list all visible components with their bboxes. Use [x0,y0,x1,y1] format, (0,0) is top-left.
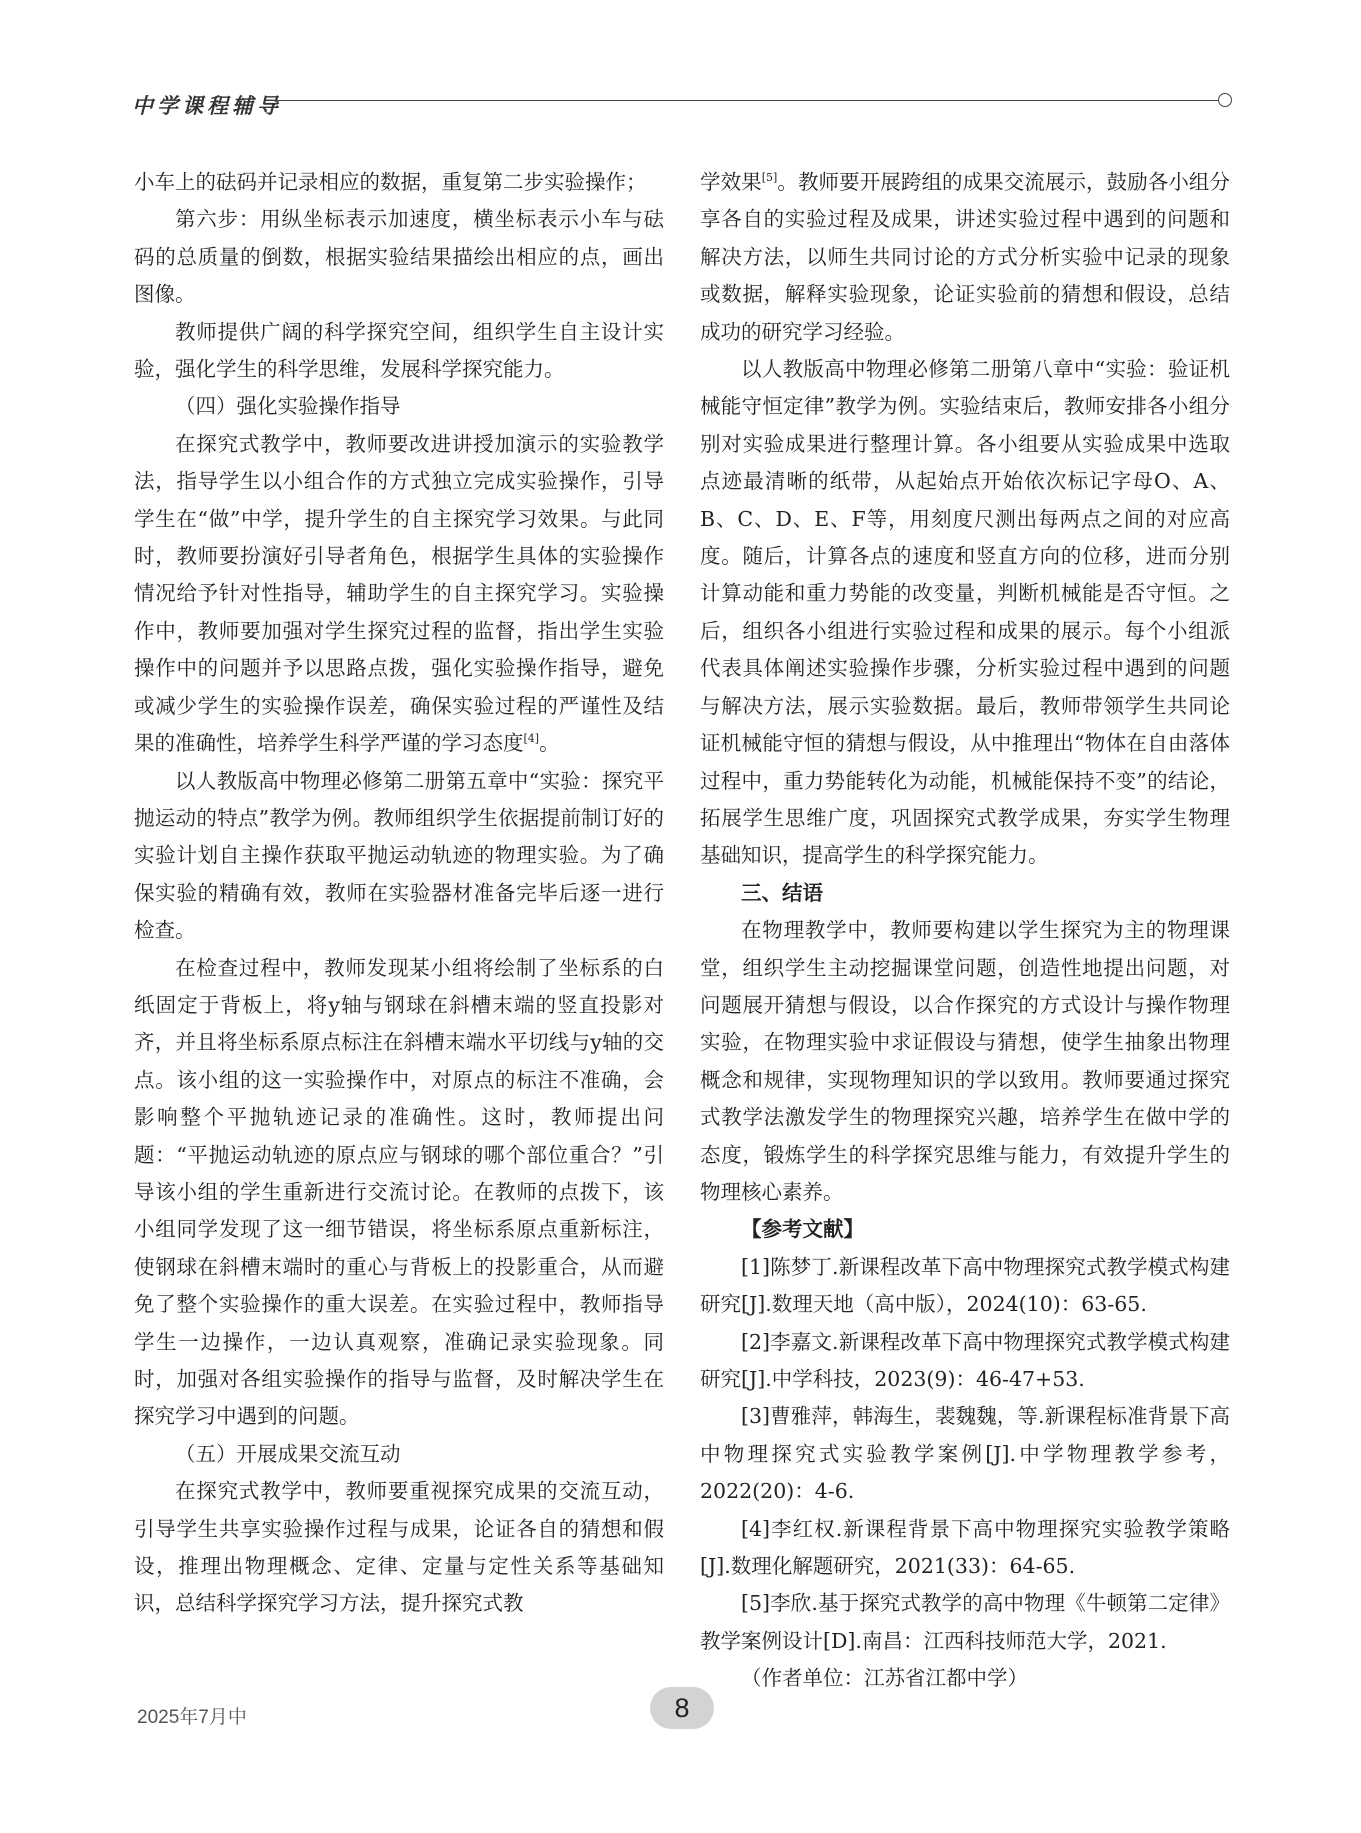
reference-item: [5]李欣.基于探究式教学的高中物理《牛顿第二定律》教学案例设计[D].南昌：江西科技师范大学，2021. [700,1591,1230,1653]
paragraph-end: 。 [539,731,560,756]
references-heading: 【参考文献】 [741,1217,864,1242]
left-column [134,164,664,1623]
paragraph-text: 在探究式教学中，教师要改进讲授加演示的实验教学法，指导学生以小组合作的方式独立完成实验操作，引导学生在“做”中学，提升学生的自主探究学习效果。与此同时，教师要扮演好引导者角色，根据学生具体的实验操作情况给予针对性指导，辅助学生的自主探究学习。实验操作中，教师要加强对学生探究过程的监督，指出学生实验操作中的问题并予以思路点拨，强化实验操作指导，避免或减少学生的实验操作误差，确保实验过程的严谨性及结果的准确性，培养学生科学严谨的学习态度 [134,431,664,756]
right-column [700,164,1230,1698]
citation-mark: [4] [523,732,540,746]
paragraph: 以人教版高中物理必修第二册第八章中“实验：验证机械能守恒定律”教学为例。实验结束后，教师安排各小组分别对实验成果进行整理计算。各小组要从实验成果中选取点迹最清晰的纸带，从起始点开始依次标记字母O、A、B、C、D、E、F等，用刻度尺测出每两点之间的对应高度。随后，计算各点的速度和竖直方向的位移，进而分别计算动能和重力势能的改变量，判断机械能是否守恒。之后，组织各小组进行实验过程和成果的展示。每个小组派代表具体阐述实验操作步骤，分析实验过程中遇到的问题与解决方法，展示实验数据。最后，教师带领学生共同论证机械能守恒的猜想与假设，从中推理出“物体在自由落体过程中，重力势能转化为动能，机械能保持不变”的结论，拓展学生思维广度，巩固探究式教学成果，夯实学生物理基础知识，提高学生的科学探究能力。 [700,357,1230,868]
header-rule [270,100,1218,101]
reference-item: [2]李嘉文.新课程改革下高中物理探究式教学模式构建研究[J].中学科技，2023(9)：46-47+53. [700,1329,1230,1391]
paragraph [700,164,1230,351]
reference-item: [1]陈梦丁.新课程改革下高中物理探究式教学模式构建研究[J].数理天地（高中版），2024(10)：63-65. [700,1254,1230,1317]
paragraph: 在检查过程中，教师发现某小组将绘制了坐标系的白纸固定于背板上，将y轴与钢球在斜槽末端的竖直投影对齐，并且将坐标系原点标注在斜槽末端水平切线与y轴的交点。该小组的这一实验操作中，对原点的标注不准确，会影响整个平抛轨迹记录的准确性。这时，教师提出问题：“平抛运动轨迹的原点应与钢球的哪个部位重合？”引导该小组的学生重新进行交流讨论。在教师的点拨下，该小组同学发现了这一细节错误，将坐标系原点重新标注，使钢球在斜槽末端时的重心与背板上的投影重合，从而避免了整个实验操作的重大误差。在实验过程中，教师指导学生一边操作，一边认真观察，准确记录实验现象。同时，加强对各组实验操作的指导与监督，及时解决学生在探究学习中遇到的问题。 [134,955,664,1429]
paragraph [134,426,664,763]
paragraph-text: 学效果 [700,170,762,194]
reference-item: [3]曹雅萍，韩海生，裴魏魏，等.新课程标准背景下高中物理探究式实验教学案例[J].中学物理教学参考，2022(20)：4-6. [700,1404,1230,1504]
journal-name: 中学课程辅导 [132,93,282,118]
paragraph: 在探究式教学中，教师要重视探究成果的交流互动，引导学生共享实验操作过程与成果，论证各自的猜想和假设，推理出物理概念、定律、定量与定性关系等基础知识，总结科学探究学习方法，提升探究式教 [134,1479,664,1616]
subsection-heading: （四）强化实验操作指导 [175,394,401,419]
paragraph: 小车上的砝码并记录相应的数据，重复第二步实验操作； [134,170,647,194]
paragraph: 教师提供广阔的科学探究空间，组织学生自主设计实验，强化学生的科学思维，发展科学探究能力。 [134,319,664,382]
running-header [132,86,1232,126]
paragraph: 第六步：用纵坐标表示加速度，横坐标表示小车与砝码的总质量的倒数，根据实验结果描绘出相应的点，画出图像。 [134,207,664,307]
paragraph-text: 。教师要开展跨组的成果交流展示，鼓励各小组分享各自的实验过程及成果，讲述实验过程中遇到的问题和解决方法，以师生共同讨论的方式分析实验中记录的现象或数据，解释实验现象，论证实验前的猜想和假设，总结成功的研究学习经验。 [700,170,1231,344]
reference-item: [4]李红权.新课程背景下高中物理探究实验教学策略[J].数理化解题研究，2021(33)：64-65. [700,1516,1230,1579]
citation-mark: [5] [761,171,778,185]
author-affiliation: （作者单位：江苏省江都中学） [741,1666,1028,1691]
subsection-heading: （五）开展成果交流互动 [175,1441,401,1466]
header-circle-ornament [1218,93,1232,107]
paragraph: 在物理教学中，教师要构建以学生探究为主的物理课堂，组织学生主动挖掘课堂问题，创造性地提出问题，对问题展开猜想与假设，以合作探究的方式设计与操作物理实验，在物理实验中求证假设与猜想，使学生抽象出物理概念和规律，实现物理知识的学以致用。教师要通过探究式教学法激发学生的物理探究兴趣，培养学生在做中学的态度，锻炼学生的科学探究思维与能力，有效提升学生的物理核心素养。 [700,918,1230,1204]
page-number: 8 [650,1687,714,1729]
issue-date: 2025年7月中 [137,1707,247,1728]
section-heading: 三、结语 [741,880,823,905]
paragraph: 以人教版高中物理必修第二册第五章中“实验：探究平抛运动的特点”教学为例。教师组织学生依据提前制订好的实验计划自主操作获取平抛运动轨迹的物理实验。为了确保实验的精确有效，教师在实验器材准备完毕后逐一进行检查。 [134,768,664,943]
